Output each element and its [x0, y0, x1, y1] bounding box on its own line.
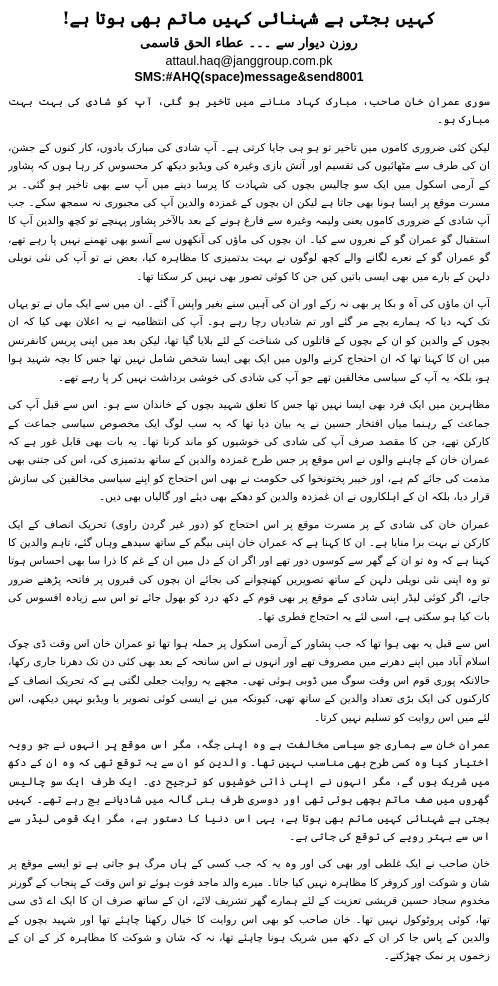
article-column — [8, 0, 490, 986]
article-paragraph: سوری عمران خان صاحب، مبارک کہاد منانے میں تاخیر ہو گئی، آپ کو شادی کی بہت بہت مبارک ہو۔ — [8, 96, 490, 127]
article-paragraph: عمران خان سے ہماری جو سیاسی مخالفت ہے وہ اپنی جگہ، مگر اس موقع پر انہوں نے جو رویہ اختیار کیا وہ کسی طرح بھی مناسب نہیں تھا۔ والدین کو ان سے یہ توقع تھی کہ وہ ان کے دکھ میں شریک ہوں گے، مگر انہوں نے اپنی ذاتی خوشیوں کو ترجیح دی۔ ایک طرف ایک سو چالیس گھروں میں صف ماتم بچھی ہوئی تھی اور دوسری طرف بنی گالہ میں شادیانے بج رہے تھے۔ کہیں بجتی ہے شہنائی کہیں ماتم بھی ہوتا ہے، یہی اس دنیا کا دستور ہے، مگر ایک قومی لیڈر سے اس سے بہتر رویے کی توقع کی جاتی ہے۔ — [8, 739, 490, 844]
article-paragraph: آپ ان ماؤں کی آہ و بکا پر بھی نہ رکے اور ان کی آہیں سنے بغیر واپس آ گئے۔ ان میں سے ایک ماں نے تو یہاں تک کہہ دیا کہ ہمارے بچے مر گئے اور تم شادیاں رچا رہے ہو۔ آپ کی انتظامیہ نے یہ اعلان بھی کیا کہ ان بچوں کے والدین کو ان کے بچوں کے قاتلوں کی شناخت کے لئے بلایا گیا تھا، لیکن بعد میں اپنی پریس کانفرنس میں ان کا کہنا تھا کہ ان احتجاج کرنے والوں میں ایک بھی ایسا شخص شامل نہیں تھا جس کا بچہ شہید ہوا ہو، بلکہ یہ آپ کے سیاسی مخالفین تھے جو آپ کی شادی کی خوشی برداشت نہیں کر پا رہے تھے۔ — [8, 298, 490, 384]
sms-contact: SMS:#AHQ(space)message&send8001 — [134, 70, 364, 84]
article-body — [8, 93, 490, 966]
article-paragraph: لیکن کئی ضروری کاموں میں تاخیر تو ہو ہی جایا کرتی ہے۔ آپ شادی کی مبارک بادوں، کار کنوں کے جشن، ان کی طرف سے مٹھائیوں کی تقسیم اور آتش بازی وغیرہ کی ویڈیو دیکھ کر محسوس کر رہا ہوں کہ پشاور کے آرمی اسکول میں ایک سو چالیس بچوں کی شہادت کا پرسا دینے میں آپ سے بھی تاخیر ہو گئی۔ بر مسرت موقع پر ایسا ہونا بھی جاتا ہے لیکن ان بچوں کے غمزدہ والدین آپ کی مجبوری نہ سمجھ سکے۔ جب آپ شادی کے ضروری کاموں یعنی ولیمہ وغیرہ سے فارغ ہونے کے بعد بالآخر پشاور پہنچے تو کچھ والدین آپ کا استقبال گو عمران گو کے نعروں سے کیا۔ ان بچوں کی ماؤں کی آنکھوں سے آنسو بھی تھمنے نہیں پا رہے تھے، گو عمران گو کے نعرے لگانے والے کچھ لوگوں نے بہت بدتمیزی کا مظاہرہ کیا، بعض نے تو آپ کی نئی نویلی دلہن کے بارے میں بھی ایسی باتیں کیں جن کا کوئی تصور بھی نہیں کر سکتا تھا۔ — [8, 141, 490, 283]
article-headline: کہیں بجتی ہے شہنائی کہیں ماتم بھی ہوتا ہے! — [62, 9, 436, 29]
article-paragraph: خان صاحب نے ایک غلطی اور بھی کی اور وہ یہ کہ جب کسی کے ہاں مرگ ہو جاتی ہے تو ایسے موقع پر شان و شوکت اور کروفر کا مظاہرہ نہیں کیا جاتا۔ میرے والد ماجد فوت ہوئے تو اس وقت کے پنجاب کے گورنر مخدوم سجاد حسین قریشی تعزیت کے لئے ہمارے گھر تشریف لائے، ان کے ساتھ صرف ان کا ایک اے ڈی سی تھا، کوئی پروٹوکول نہیں تھا۔ خان صاحب کو بھی اس روایت کا خیال رکھنا چاہئے تھا اور شہید بچوں کے والدین کے پاس جا کر ان کے دکھ میں شریک ہونا چاہئے تھا، نہ کہ شان و شوکت کا مظاہرہ کر کے ان کے زخموں پر نمک چھڑکتے۔ — [8, 858, 490, 963]
author-email: attaul.haq@janggroup.com.pk — [165, 54, 333, 68]
article-paragraph: اس سے قبل یہ بھی ہوا تھا کہ جب پشاور کے آرمی اسکول پر حملہ ہوا تھا تو عمران خان اس وقت ڈی چوک اسلام آباد میں اپنے دھرنے میں مصروف تھے اور انہوں نے اس سانحہ کے بعد بھی کئی دن تک دھرنا جاری رکھا، حالانکہ پوری قوم اس وقت سوگ میں ڈوبی ہوئی تھی۔ مجھے یہ روایت جعلی لگتی ہے کہ تحریک انصاف کے کارکنوں کی ایک بڑی تعداد والدین کے ساتھ تھی، کیونکہ میں نے ایسی کوئی تصویر یا ویڈیو نہیں دیکھی، اس لئے میں اس روایت کو تسلیم نہیں کرتا۔ — [8, 637, 490, 724]
article-paragraph: مظاہرین میں ایک فرد بھی ایسا نہیں تھا جس کا تعلق شہید بچوں کے خاندان سے ہو۔ اس سے قبل آپ کی جماعت کے رہنما میاں افتخار حسین نے یہ بیان دیا تھا کہ یہ سب لوگ ایک مخصوص سیاسی جماعت کے کارکن تھے، جن کا مقصد صرف آپ کی شادی کی خوشیوں کو ماند کرنا تھا۔ یہ بات بھی قابل غور ہے کہ عمران خان کے چاہنے والوں نے اس موقع پر جس طرح غمزدہ والدین کے ساتھ بدتمیزی کی، اس کی جتنی بھی مذمت کی جائے کم ہے، اور خیبر پختونخوا کی حکومت نے بھی اس احتجاج کو اپنے سیاسی مخالفین کی سازش قرار دیا، بلکہ ان کے اہلکاروں نے ان غمزدہ والدین کو دھکے بھی دیئے اور گالیاں بھی دیں۔ — [8, 399, 490, 504]
column-byline: روزن دیوار سے ۔۔۔ عطاء الحق قاسمی — [140, 36, 358, 51]
article-paragraph: عمران خان کی شادی کے پر مسرت موقع پر اس احتجاج کو (دور غیر گردن راوی) تحریک انصاف کے ایک کارکن نے بہت برا منایا ہے۔ ان کا کہنا ہے کہ عمران خان اپنی بیگم کے ساتھ سیدھے وہاں گئے، تاہم والدین کا کہنا ہے کہ وہ تو ان کے گھر سے کوسوں دور تھے اور اگر ان کے دل میں ان کے غم کا ذرا سا بھی احساس ہوتا تو وہ اپنی نئی نویلی دلہن کے ساتھ تصویریں کھنچوانے کی بجائے ان بچوں کی قبروں پر فاتحہ پڑھنے ضرور جاتے، اگر کوئی لیڈر اپنی شادی کے موقع پر بھی قوم کے دکھ درد کو بھول جائے تو اس سے زیادہ افسوس کی بات کیا ہو سکتی ہے، اسی لئے یہ احتجاج فطری تھا۔ — [8, 518, 490, 623]
